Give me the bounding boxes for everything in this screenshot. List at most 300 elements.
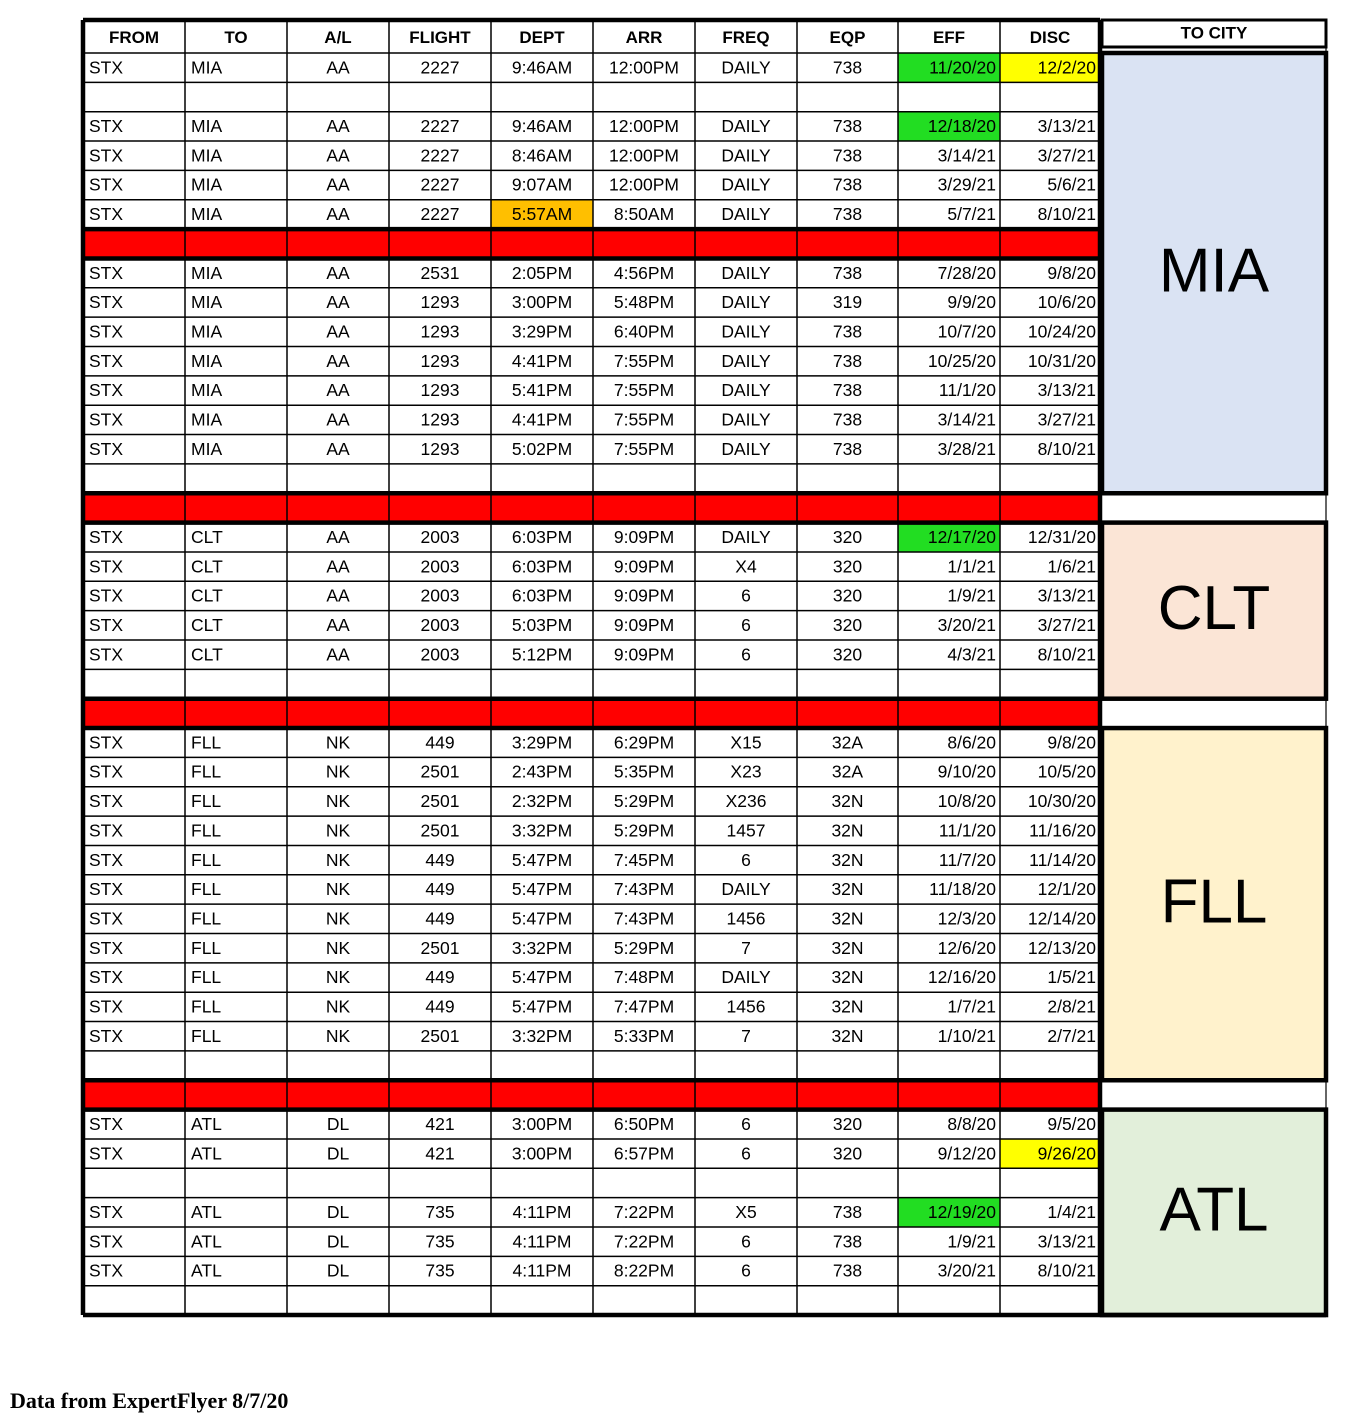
cell-to: MIA (191, 321, 223, 342)
cell-freq: DAILY (721, 116, 771, 136)
cell-freq: 1457 (726, 820, 766, 841)
cell-dept: 5:47PM (511, 879, 573, 900)
cell-to: MIA (191, 350, 223, 371)
cell-to: FLL (191, 1025, 222, 1046)
cell-eqp: 320 (832, 1143, 863, 1164)
cell-freq: DAILY (721, 409, 771, 430)
cell-eqp: 32A (831, 732, 864, 753)
cell-eqp: 320 (832, 556, 863, 577)
cell-dept: 3:00PM (511, 1143, 573, 1164)
cell-to: FLL (191, 732, 222, 753)
cell-to: FLL (191, 791, 222, 812)
cell-al: AA (326, 174, 350, 195)
cell-from: STX (89, 292, 124, 313)
cell-disc: 11/16/20 (1029, 820, 1096, 841)
cell-al: AA (326, 350, 350, 371)
cell-dept: 3:32PM (511, 820, 573, 841)
cell-arr: 9:09PM (613, 526, 675, 547)
col-header-dept: DEPT (519, 27, 565, 47)
cell-eff: 1/7/21 (947, 996, 996, 1017)
cell-eqp: 320 (832, 644, 863, 665)
cell-flight: 2501 (420, 820, 460, 841)
cell-eqp: 320 (832, 585, 863, 606)
cell-al: AA (326, 262, 350, 283)
cell-from: STX (89, 996, 124, 1017)
cell-eff: 12/17/20 (927, 526, 996, 547)
cell-from: STX (89, 409, 124, 430)
col-header-arr: ARR (625, 27, 663, 47)
cell-to: CLT (191, 526, 223, 547)
cell-eff: 8/6/20 (947, 732, 996, 753)
cell-eff: 9/9/20 (947, 292, 996, 313)
cell-eff: 12/19/20 (927, 1201, 996, 1222)
cell-eff: 11/20/20 (929, 57, 996, 78)
cell-flight: 449 (425, 732, 455, 753)
cell-dept: 3:00PM (511, 1113, 573, 1134)
cell-flight: 2003 (420, 614, 460, 635)
cell-dept: 4:11PM (512, 1231, 572, 1252)
cell-freq: 6 (741, 1113, 751, 1134)
cell-to: FLL (191, 761, 222, 782)
cell-freq: X5 (735, 1201, 757, 1222)
cell-to: FLL (191, 820, 222, 841)
cell-disc: 3/27/21 (1037, 145, 1096, 166)
cell-eqp: 32N (831, 1025, 864, 1046)
cell-dept: 5:02PM (511, 438, 573, 459)
cell-eff: 12/6/20 (937, 937, 996, 958)
cell-freq: X15 (730, 732, 762, 753)
source-footnote: Data from ExpertFlyer 8/7/20 (10, 1388, 289, 1413)
cell-to: FLL (191, 908, 222, 929)
cell-eqp: 32A (831, 761, 864, 782)
col-header-eff: EFF (932, 27, 966, 47)
cell-from: STX (89, 57, 124, 78)
cell-eqp: 32N (831, 908, 864, 929)
cell-freq: 6 (741, 585, 751, 606)
cell-freq: 1456 (726, 908, 766, 929)
col-header-from: FROM (108, 27, 160, 47)
cell-arr: 7:22PM (613, 1231, 675, 1252)
separator-bar (83, 1080, 1100, 1109)
cell-arr: 5:33PM (613, 1025, 675, 1046)
cell-flight: 2227 (420, 174, 460, 195)
cell-eff: 5/7/21 (947, 204, 996, 225)
cell-dept: 5:47PM (511, 996, 573, 1017)
cell-disc: 3/13/21 (1037, 1231, 1096, 1252)
cell-disc: 12/13/20 (1027, 937, 1096, 958)
cell-arr: 12:00PM (608, 57, 680, 78)
cell-al: AA (326, 644, 350, 665)
cell-disc: 1/6/21 (1047, 556, 1096, 577)
cell-eff: 3/14/21 (937, 409, 996, 430)
cell-flight: 1293 (420, 292, 460, 313)
cell-al: AA (326, 292, 350, 313)
cell-from: STX (89, 1201, 124, 1222)
cell-dept: 5:47PM (511, 967, 573, 988)
cell-dept: 3:29PM (511, 321, 573, 342)
cell-eqp: 319 (832, 292, 863, 313)
cell-to: MIA (191, 438, 223, 459)
cell-dept: 5:47PM (511, 908, 573, 929)
cell-to: MIA (191, 262, 223, 283)
cell-eff: 11/1/20 (938, 380, 996, 401)
cell-disc: 12/2/20 (1037, 57, 1096, 78)
col-header-flight: FLIGHT (409, 27, 471, 47)
cell-al: DL (326, 1113, 350, 1134)
cell-flight: 735 (425, 1231, 455, 1252)
cell-flight: 1293 (420, 321, 460, 342)
cell-from: STX (89, 732, 124, 753)
cell-disc: 9/8/20 (1047, 262, 1096, 283)
cell-eff: 1/10/21 (937, 1025, 996, 1046)
cell-eff: 10/8/20 (937, 791, 996, 812)
cell-from: STX (89, 1025, 124, 1046)
cell-eqp: 32N (831, 879, 864, 900)
cell-eff: 11/18/20 (929, 879, 996, 900)
cell-al: AA (326, 409, 350, 430)
city-label-mia: MIA (1158, 236, 1270, 306)
cell-freq: 6 (741, 614, 751, 635)
cell-al: NK (325, 908, 351, 929)
cell-freq: DAILY (721, 145, 771, 166)
cell-arr: 7:22PM (613, 1201, 675, 1222)
cell-eqp: 320 (832, 1113, 863, 1134)
cell-arr: 4:56PM (613, 262, 675, 283)
cell-freq: DAILY (721, 380, 771, 401)
cell-eff: 4/3/21 (947, 644, 996, 665)
cell-flight: 735 (425, 1201, 455, 1222)
cell-flight: 2003 (420, 585, 460, 606)
separator-bar (83, 229, 1100, 258)
cell-dept: 2:43PM (511, 761, 573, 782)
cell-from: STX (89, 879, 124, 900)
cell-freq: 7 (741, 937, 751, 958)
cell-arr: 7:48PM (613, 967, 675, 988)
cell-dept: 3:32PM (511, 937, 573, 958)
cell-freq: DAILY (721, 174, 771, 195)
cell-to: FLL (191, 937, 222, 958)
cell-freq: X236 (725, 791, 767, 812)
cell-eqp: 738 (832, 1231, 863, 1252)
cell-arr: 5:29PM (613, 820, 675, 841)
cell-al: NK (325, 996, 351, 1017)
cell-arr: 9:09PM (613, 614, 675, 635)
cell-to: CLT (191, 556, 223, 577)
cell-arr: 6:40PM (613, 321, 675, 342)
cell-eqp: 738 (832, 1201, 863, 1222)
cell-disc: 3/13/21 (1037, 585, 1096, 606)
cell-to: MIA (191, 380, 223, 401)
cell-al: AA (326, 556, 350, 577)
cell-to: CLT (191, 644, 223, 665)
cell-eff: 3/14/21 (937, 145, 996, 166)
cell-al: NK (325, 820, 351, 841)
cell-freq: 7 (741, 1025, 751, 1046)
cell-freq: DAILY (721, 350, 771, 371)
cell-freq: DAILY (721, 879, 771, 900)
cell-flight: 421 (425, 1143, 455, 1164)
city-label-atl: ATL (1159, 1175, 1269, 1245)
cell-dept: 4:11PM (512, 1260, 572, 1281)
cell-dept: 5:57AM (511, 204, 573, 225)
cell-eqp: 32N (831, 967, 864, 988)
cell-al: NK (325, 879, 351, 900)
cell-freq: DAILY (721, 204, 771, 225)
cell-flight: 735 (425, 1260, 455, 1281)
cell-arr: 7:43PM (613, 879, 675, 900)
cell-arr: 7:55PM (613, 350, 675, 371)
cell-flight: 2501 (420, 937, 460, 958)
cell-from: STX (89, 1113, 124, 1134)
cell-eff: 3/20/21 (937, 614, 996, 635)
col-header-al: A/L (324, 27, 352, 47)
cell-eqp: 738 (832, 380, 863, 401)
cell-from: STX (89, 350, 124, 371)
cell-dept: 3:00PM (511, 292, 573, 313)
cell-to: FLL (191, 849, 222, 870)
cell-arr: 7:55PM (613, 409, 675, 430)
cell-from: STX (89, 438, 124, 459)
cell-to: MIA (191, 174, 223, 195)
cell-eff: 9/12/20 (937, 1143, 996, 1164)
cell-disc: 11/14/20 (1029, 849, 1096, 870)
cell-dept: 5:47PM (511, 849, 573, 870)
cell-disc: 2/8/21 (1047, 996, 1096, 1017)
cell-to: ATL (191, 1201, 222, 1222)
cell-flight: 421 (425, 1113, 455, 1134)
cell-dept: 8:46AM (511, 145, 573, 166)
cell-eqp: 32N (831, 791, 864, 812)
cell-al: DL (326, 1201, 350, 1222)
cell-eqp: 738 (832, 174, 863, 195)
cell-arr: 7:45PM (613, 849, 675, 870)
cell-freq: DAILY (721, 57, 771, 78)
cell-arr: 7:43PM (613, 908, 675, 929)
cell-dept: 9:07AM (511, 174, 573, 195)
cell-eqp: 738 (832, 204, 863, 225)
cell-al: NK (325, 849, 351, 870)
cell-eqp: 738 (832, 145, 863, 166)
cell-disc: 3/27/21 (1037, 409, 1096, 430)
cell-flight: 1293 (420, 350, 460, 371)
cell-dept: 9:46AM (511, 57, 573, 78)
city-label-clt: CLT (1157, 574, 1271, 644)
cell-al: AA (326, 321, 350, 342)
cell-to: CLT (191, 585, 223, 606)
cell-freq: DAILY (721, 526, 771, 547)
cell-al: AA (326, 204, 350, 225)
cell-to: ATL (191, 1260, 222, 1281)
cell-eqp: 320 (832, 526, 863, 547)
cell-al: NK (325, 967, 351, 988)
cell-arr: 9:09PM (613, 644, 675, 665)
cell-eqp: 32N (831, 996, 864, 1017)
cell-dept: 5:12PM (511, 644, 573, 665)
cell-eqp: 738 (832, 409, 863, 430)
cell-disc: 12/31/20 (1027, 526, 1096, 547)
cell-flight: 2227 (420, 204, 460, 225)
cell-from: STX (89, 380, 124, 401)
cell-to: MIA (191, 57, 223, 78)
cell-disc: 3/13/21 (1037, 116, 1096, 136)
cell-from: STX (89, 204, 124, 225)
cell-to: MIA (191, 204, 223, 225)
cell-from: STX (89, 1143, 124, 1164)
cell-from: STX (89, 908, 124, 929)
cell-arr: 7:55PM (613, 380, 675, 401)
cell-flight: 1293 (420, 438, 460, 459)
cell-from: STX (89, 145, 124, 166)
cell-flight: 449 (425, 908, 455, 929)
cell-disc: 12/14/20 (1027, 908, 1096, 929)
cell-arr: 6:29PM (613, 732, 675, 753)
cell-eqp: 738 (832, 350, 863, 371)
cell-from: STX (89, 761, 124, 782)
cell-disc: 10/6/20 (1037, 292, 1096, 313)
col-header-to: TO (224, 27, 248, 47)
cell-dept: 4:41PM (511, 350, 573, 371)
cell-disc: 1/4/21 (1047, 1201, 1096, 1222)
cell-freq: 6 (741, 1143, 751, 1164)
cell-dept: 6:03PM (511, 585, 573, 606)
cell-arr: 12:00PM (608, 145, 680, 166)
cell-eqp: 32N (831, 937, 864, 958)
cell-arr: 5:48PM (613, 292, 675, 313)
cell-al: NK (325, 791, 351, 812)
cell-flight: 449 (425, 996, 455, 1017)
cell-eqp: 738 (832, 438, 863, 459)
cell-al: NK (325, 937, 351, 958)
cell-disc: 9/5/20 (1047, 1113, 1096, 1134)
cell-arr: 8:50AM (613, 204, 675, 225)
cell-disc: 9/8/20 (1047, 732, 1096, 753)
cell-eff: 12/18/20 (927, 116, 996, 136)
cell-eff: 3/20/21 (937, 1260, 996, 1281)
cell-flight: 2003 (420, 644, 460, 665)
cell-eff: 9/10/20 (937, 761, 996, 782)
cell-eff: 1/9/21 (947, 1231, 996, 1252)
cell-to: MIA (191, 145, 223, 166)
cell-al: DL (326, 1143, 350, 1164)
cell-arr: 6:57PM (613, 1143, 675, 1164)
cell-disc: 10/24/20 (1027, 321, 1096, 342)
cell-disc: 3/13/21 (1037, 380, 1096, 401)
cell-eff: 3/28/21 (937, 438, 996, 459)
cell-eqp: 738 (832, 1260, 863, 1281)
cell-from: STX (89, 820, 124, 841)
cell-flight: 2501 (420, 761, 460, 782)
cell-arr: 6:50PM (613, 1113, 675, 1134)
cell-disc: 10/31/20 (1027, 350, 1096, 371)
cell-eff: 1/9/21 (947, 585, 996, 606)
cell-eff: 11/1/20 (938, 820, 996, 841)
cell-flight: 2003 (420, 526, 460, 547)
cell-disc: 8/10/21 (1037, 204, 1096, 225)
cell-to: FLL (191, 996, 222, 1017)
cell-arr: 5:29PM (613, 937, 675, 958)
cell-disc: 8/10/21 (1037, 644, 1096, 665)
cell-freq: DAILY (721, 967, 771, 988)
cell-al: AA (326, 585, 350, 606)
cell-disc: 5/6/21 (1047, 174, 1096, 195)
cell-freq: DAILY (721, 321, 771, 342)
cell-arr: 8:22PM (613, 1260, 675, 1281)
cell-al: NK (325, 761, 351, 782)
cell-eff: 12/3/20 (937, 908, 996, 929)
col-header-freq: FREQ (722, 27, 770, 47)
cell-dept: 9:46AM (511, 116, 573, 136)
cell-eqp: 738 (832, 321, 863, 342)
cell-freq: DAILY (721, 262, 771, 283)
cell-disc: 10/5/20 (1037, 761, 1096, 782)
cell-flight: 2531 (420, 262, 460, 283)
cell-arr: 12:00PM (608, 116, 680, 136)
separator-bar (83, 493, 1100, 522)
cell-al: AA (326, 380, 350, 401)
cell-from: STX (89, 1260, 124, 1281)
cell-al: AA (326, 145, 350, 166)
cell-disc: 1/5/21 (1047, 967, 1096, 988)
cell-flight: 2227 (420, 116, 460, 136)
cell-to: FLL (191, 967, 222, 988)
cell-freq: 6 (741, 644, 751, 665)
cell-flight: 1293 (420, 380, 460, 401)
cell-dept: 2:32PM (511, 791, 573, 812)
cell-from: STX (89, 1231, 124, 1252)
cell-dept: 6:03PM (511, 556, 573, 577)
cell-dept: 3:29PM (511, 732, 573, 753)
cell-from: STX (89, 321, 124, 342)
cell-from: STX (89, 174, 124, 195)
cell-eff: 1/1/21 (947, 556, 996, 577)
cell-eff: 12/16/20 (927, 967, 996, 988)
cell-dept: 3:32PM (511, 1025, 573, 1046)
cell-arr: 5:35PM (613, 761, 675, 782)
cell-from: STX (89, 644, 124, 665)
cell-arr: 7:55PM (613, 438, 675, 459)
cell-al: AA (326, 57, 350, 78)
cell-arr: 12:00PM (608, 174, 680, 195)
cell-to: ATL (191, 1231, 222, 1252)
cell-flight: 2227 (420, 145, 460, 166)
cell-dept: 5:03PM (511, 614, 573, 635)
cell-eff: 8/8/20 (947, 1113, 996, 1134)
city-label-fll: FLL (1160, 867, 1268, 937)
cell-from: STX (89, 262, 124, 283)
cell-arr: 9:09PM (613, 585, 675, 606)
cell-from: STX (89, 967, 124, 988)
cell-from: STX (89, 937, 124, 958)
cell-eqp: 738 (832, 262, 863, 283)
cell-eff: 11/7/20 (938, 849, 996, 870)
cell-al: AA (326, 116, 350, 136)
cell-from: STX (89, 526, 124, 547)
cell-eqp: 738 (832, 57, 863, 78)
cell-from: STX (89, 116, 124, 136)
cell-flight: 1293 (420, 409, 460, 430)
cell-dept: 4:11PM (512, 1201, 572, 1222)
cell-al: AA (326, 438, 350, 459)
separator-bar (83, 699, 1100, 728)
cell-to: MIA (191, 292, 223, 313)
cell-to: MIA (191, 116, 223, 136)
cell-disc: 3/27/21 (1037, 614, 1096, 635)
cell-from: STX (89, 614, 124, 635)
cell-flight: 2501 (420, 791, 460, 812)
cell-flight: 449 (425, 879, 455, 900)
cell-from: STX (89, 556, 124, 577)
cell-eff: 10/7/20 (937, 321, 996, 342)
